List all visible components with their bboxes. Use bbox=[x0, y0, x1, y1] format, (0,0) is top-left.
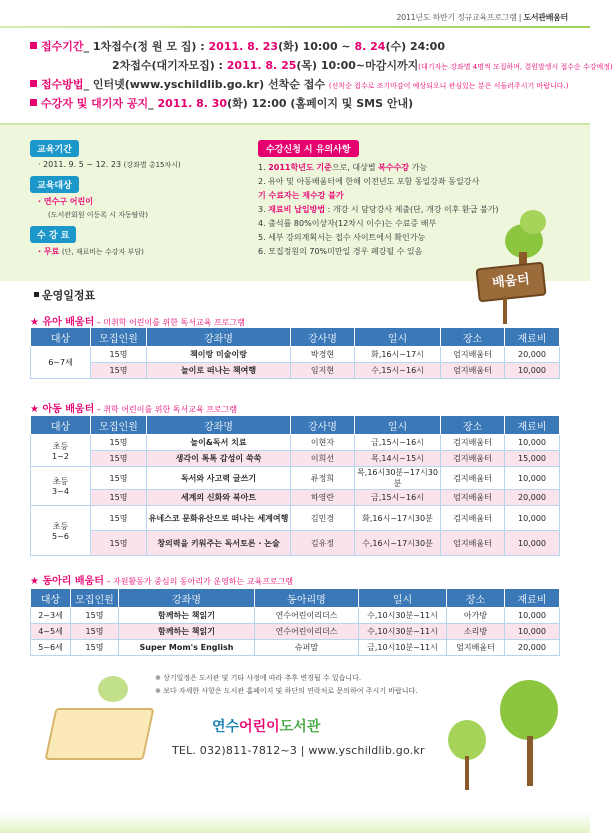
table-cell: 15명 bbox=[71, 640, 119, 656]
notice-label: 수강자 및 대기자 공지 bbox=[41, 97, 149, 110]
column-header: 강사명 bbox=[291, 416, 355, 435]
notice-num: 2. bbox=[258, 177, 269, 186]
table-cell: 수,10시30분~11시 bbox=[359, 608, 447, 624]
table-row bbox=[31, 435, 560, 451]
table-cell: 소리방 bbox=[447, 624, 505, 640]
reg-line-4 bbox=[30, 95, 575, 114]
club-title bbox=[30, 572, 293, 587]
period-note: (강좌별 총15차시) bbox=[123, 161, 181, 169]
column-header: 강좌명 bbox=[119, 589, 255, 608]
table-cell: 10,000 bbox=[505, 363, 560, 379]
table-cell: 수,15시~16시 bbox=[355, 363, 441, 379]
table-cell: 연수어린이리더스 bbox=[255, 624, 359, 640]
notice-num: 4. bbox=[258, 219, 269, 228]
table-cell: 엄지배움터 bbox=[447, 640, 505, 656]
ops-title bbox=[34, 287, 95, 303]
column-header: 대상 bbox=[31, 328, 91, 347]
note-line: ※ 상기일정은 도서관 및 기타 사정에 따라 추후 변경될 수 있습니다. bbox=[155, 674, 362, 682]
notice-text: 모집정원의 70%미만일 경우 폐강될 수 있음 bbox=[268, 247, 423, 256]
tree-icon bbox=[500, 680, 558, 740]
table-cell: 15,000 bbox=[505, 451, 560, 467]
column-header: 모집인원 bbox=[91, 328, 147, 347]
table-row bbox=[31, 451, 560, 467]
table-cell: 류정희 bbox=[291, 467, 355, 490]
table-cell: 10,000 bbox=[505, 467, 560, 490]
table-row bbox=[31, 467, 560, 490]
table-cell: 연수어린이리더스 bbox=[255, 608, 359, 624]
bottom-decoration bbox=[0, 812, 590, 833]
table-cell: 유네스코 문화유산으로 떠나는 세계여행 bbox=[147, 506, 291, 531]
footer bbox=[172, 716, 472, 757]
column-header: 장소 bbox=[447, 589, 505, 608]
table-cell: 15명 bbox=[91, 363, 147, 379]
column-header: 재료비 bbox=[505, 589, 560, 608]
table-cell: 20,000 bbox=[505, 347, 560, 363]
notice-prefix: _ bbox=[148, 97, 158, 110]
table-cell: 금,15시~16시 bbox=[355, 490, 441, 506]
notice-item bbox=[258, 203, 558, 217]
notice-text: 유아 및 아동배움터에 한해 이전년도 포함 동일강좌 동일강사 bbox=[268, 177, 480, 186]
contact-line: TEL. 032)811-7812~3 | www.yschildlib.go.kr bbox=[172, 744, 425, 757]
notice-tag: 수강신청 시 유의사항 bbox=[258, 140, 359, 157]
table-cell: 검지배움터 bbox=[441, 467, 505, 490]
table-cell: 박경현 bbox=[291, 347, 355, 363]
table-cell: 10,000 bbox=[505, 435, 560, 451]
tree-trunk bbox=[527, 736, 533, 786]
column-header: 모집인원 bbox=[91, 416, 147, 435]
table-cell: 검지배움터 bbox=[441, 435, 505, 451]
reg-tail2: (수) 24:00 bbox=[385, 40, 445, 53]
bullet-icon bbox=[30, 80, 37, 87]
group-cell: 초등 5~6 bbox=[31, 506, 91, 556]
table-cell: 15명 bbox=[71, 608, 119, 624]
fee-line bbox=[38, 246, 240, 257]
reg2-note: (대기자는 강좌별 4명씩 모집하며, 결원발생시 접수순 수강예정) bbox=[418, 63, 613, 71]
infant-header-row bbox=[31, 328, 560, 347]
reg2-date: 2011. 8. 25 bbox=[226, 59, 297, 72]
table-cell: 10,000 bbox=[505, 531, 560, 556]
column-header: 일시 bbox=[359, 589, 447, 608]
method-text: _ 인터넷(www.yschildlib.go.kr) 선착순 접수 bbox=[83, 78, 325, 91]
table-cell: 15명 bbox=[91, 435, 147, 451]
table-row bbox=[31, 531, 560, 556]
table-cell: 검지배움터 bbox=[441, 506, 505, 531]
table-cell: 수,10시30분~11시 bbox=[359, 624, 447, 640]
club-title-text: ★ 동아리 배움터 bbox=[30, 576, 104, 587]
info-left bbox=[30, 137, 240, 260]
column-header: 장소 bbox=[441, 328, 505, 347]
table-cell: 놀이로 떠나는 책여행 bbox=[147, 363, 291, 379]
reg-tail1: (화) 10:00 ~ bbox=[278, 40, 355, 53]
reg2-prefix: 2차접수(대기자모집) : bbox=[112, 59, 227, 72]
club-desc: – 자원활동가 중심의 동아리가 운영하는 교육프로그램 bbox=[103, 577, 294, 586]
column-header: 강좌명 bbox=[147, 328, 291, 347]
infant-table bbox=[30, 327, 560, 379]
table-cell: 이현자 bbox=[291, 435, 355, 451]
table-cell: 20,000 bbox=[505, 640, 560, 656]
notice-num: 1. bbox=[258, 163, 269, 172]
target-text: · 연수구 어린이 bbox=[38, 197, 93, 206]
column-header: 대상 bbox=[31, 589, 71, 608]
notice-item bbox=[258, 175, 558, 189]
column-header: 장소 bbox=[441, 416, 505, 435]
table-cell: 화,16시~17시30분 bbox=[355, 506, 441, 531]
notice-text: : 개강 시 담당강사 제출(단, 개강 이후 환급 불가) bbox=[325, 205, 499, 214]
reg2-tail: (목) 10:00~마감시까지 bbox=[296, 59, 419, 72]
header-text: 2011년도 하반기 정규교육프로그램 | 도서관배움터 bbox=[396, 13, 568, 22]
bush-icon bbox=[98, 676, 128, 702]
reg-line-2 bbox=[30, 57, 613, 76]
library-label: 도서관배움터 bbox=[523, 13, 568, 22]
notice-tail: (화) 12:00 (홈페이지 및 SMS 안내) bbox=[227, 97, 414, 110]
table-row bbox=[31, 363, 560, 379]
table-row bbox=[31, 640, 560, 656]
table-cell: 이희선 bbox=[291, 451, 355, 467]
table-cell: 창의력을 키워주는 독서토론 · 논술 bbox=[147, 531, 291, 556]
baeumteo-sign: 배움터 bbox=[475, 262, 546, 303]
table-cell: Super Mom's English bbox=[119, 640, 255, 656]
table-cell: 15명 bbox=[91, 451, 147, 467]
table-cell: 엄지배움터 bbox=[441, 531, 505, 556]
notes bbox=[155, 672, 417, 698]
table-cell: 10,000 bbox=[505, 506, 560, 531]
table-cell: 엄지배움터 bbox=[441, 490, 505, 506]
table-cell: 15명 bbox=[91, 490, 147, 506]
column-header: 강좌명 bbox=[147, 416, 291, 435]
period-tag: 교육기간 bbox=[30, 140, 79, 157]
notice-red: 복수수강 bbox=[378, 163, 410, 172]
notice-item bbox=[258, 161, 558, 175]
table-cell: 놀이&독서 치료 bbox=[147, 435, 291, 451]
logo-part: 어린이 bbox=[239, 719, 280, 735]
table-cell: 2~3세 bbox=[31, 608, 71, 624]
child-title bbox=[30, 400, 237, 415]
note-line: ※ 보다 자세한 사항은 도서관 홈페이지 및 하단의 연락처로 문의하여 주시기 바랍니다. bbox=[155, 687, 418, 695]
table-cell: 10,000 bbox=[505, 624, 560, 640]
fee-text: · 무료 bbox=[38, 247, 60, 256]
table-row bbox=[31, 347, 560, 363]
table-cell: 수,16시~17시30분 bbox=[355, 531, 441, 556]
infant-title-text: ★ 유아 배움터 bbox=[30, 317, 95, 328]
notice-num: 5. bbox=[258, 233, 269, 242]
library-logo bbox=[212, 716, 472, 736]
notice-text: 세부 강의계획서는 접수 사이트에서 확인가능 bbox=[268, 233, 426, 242]
notice-red: 재료비 납입방법 bbox=[268, 205, 326, 214]
column-header: 일시 bbox=[355, 328, 441, 347]
program-label: 2011년도 하반기 정규교육프로그램 bbox=[396, 13, 517, 22]
reg-date2: 8. 24 bbox=[354, 40, 386, 53]
table-cell: 20,000 bbox=[505, 490, 560, 506]
method-note: (선착순 접수로 조기마감이 예상되오니 관심있는 분은 서둘러주시기 바랍니다.) bbox=[328, 82, 569, 90]
table-cell: 15명 bbox=[91, 347, 147, 363]
infant-title bbox=[30, 313, 245, 328]
leaf-icon bbox=[520, 210, 546, 234]
child-desc: – 취학 어린이를 위한 독서교육 프로그램 bbox=[94, 405, 238, 414]
table-cell: 15명 bbox=[71, 624, 119, 640]
table-cell: 화,16시~17시 bbox=[355, 347, 441, 363]
column-header: 재료비 bbox=[505, 328, 560, 347]
open-book-image bbox=[44, 708, 154, 760]
ops-title-text: 운영일정표 bbox=[42, 289, 96, 302]
table-row bbox=[31, 490, 560, 506]
logo-part: 연수 bbox=[212, 719, 240, 735]
table-cell: 임지현 bbox=[291, 363, 355, 379]
notice-date: 2011. 8. 30 bbox=[157, 97, 228, 110]
table-cell: 생각이 톡톡 감성이 쑥쑥 bbox=[147, 451, 291, 467]
notice-item bbox=[258, 189, 558, 203]
table-cell: 5~6세 bbox=[31, 640, 71, 656]
header-divider bbox=[0, 26, 590, 28]
column-header: 대상 bbox=[31, 416, 91, 435]
bullet-icon bbox=[30, 42, 37, 49]
table-cell: 엄지배움터 bbox=[441, 347, 505, 363]
table-cell: 아가방 bbox=[447, 608, 505, 624]
column-header: 강사명 bbox=[291, 328, 355, 347]
table-cell: 김민경 bbox=[291, 506, 355, 531]
table-row bbox=[31, 608, 560, 624]
table-cell: 함께하는 책읽기 bbox=[119, 624, 255, 640]
child-title-text: ★ 아동 배움터 bbox=[30, 404, 95, 415]
group-cell: 초등 1~2 bbox=[31, 435, 91, 467]
table-cell: 하영란 bbox=[291, 490, 355, 506]
reg-prefix: _ 1차접수(정 원 모 집) : bbox=[83, 40, 209, 53]
table-cell: 4~5세 bbox=[31, 624, 71, 640]
reg-line-3 bbox=[30, 76, 575, 95]
table-cell: 엄지배움터 bbox=[441, 363, 505, 379]
table-cell: 15명 bbox=[91, 467, 147, 490]
notice-num: 6. bbox=[258, 247, 269, 256]
table-cell: 15명 bbox=[91, 506, 147, 531]
notice-num: 3. bbox=[258, 205, 269, 214]
square-bullet-icon bbox=[34, 292, 39, 297]
target-note: (도서관회원 이등록 시 자동탈락) bbox=[48, 211, 149, 219]
target-tag: 교육대상 bbox=[30, 176, 79, 193]
tree-trunk bbox=[465, 756, 469, 790]
reg-line-1 bbox=[30, 38, 575, 57]
info-box bbox=[0, 125, 590, 281]
logo-part: 도서관 bbox=[279, 719, 321, 735]
column-header: 재료비 bbox=[505, 416, 560, 435]
period-line bbox=[38, 160, 240, 170]
table-cell: 슈퍼맘 bbox=[255, 640, 359, 656]
sign-post bbox=[503, 296, 507, 324]
notice-text: 가능 bbox=[409, 163, 428, 172]
group-cell: 6~7세 bbox=[31, 347, 91, 379]
table-cell: 목,14시~15시 bbox=[355, 451, 441, 467]
bullet-icon bbox=[30, 99, 37, 106]
method-label: 접수방법 bbox=[41, 78, 84, 91]
top-header bbox=[0, 0, 590, 32]
table-cell: 목,16시30분~17시30분 bbox=[355, 467, 441, 490]
reg-label: 접수기간 bbox=[41, 40, 84, 53]
notice-text: 출석률 80%이상자(12차시 이수)는 수료증 배부 bbox=[268, 219, 437, 228]
infant-desc: – 미취학 어린이를 위한 독서교육 프로그램 bbox=[94, 318, 245, 327]
table-cell: 김유정 bbox=[291, 531, 355, 556]
table-row bbox=[31, 624, 560, 640]
fee-note: (단, 재료비는 수강자 부담) bbox=[61, 248, 144, 256]
table-cell: 책이랑 미술이랑 bbox=[147, 347, 291, 363]
notice-red: 2011학년도 기준 bbox=[268, 163, 332, 172]
table-row bbox=[31, 506, 560, 531]
table-cell: 검지배움터 bbox=[441, 451, 505, 467]
notice-red: 기 수료자는 재수강 불가 bbox=[258, 191, 344, 200]
column-header: 모집인원 bbox=[71, 589, 119, 608]
column-header: 동아리명 bbox=[255, 589, 359, 608]
fee-tag: 수 강 료 bbox=[30, 226, 76, 243]
table-cell: 금,10시10분~11시 bbox=[359, 640, 447, 656]
group-cell: 초등 3~4 bbox=[31, 467, 91, 506]
table-cell: 함께하는 책읽기 bbox=[119, 608, 255, 624]
reg-date1: 2011. 8. 23 bbox=[208, 40, 279, 53]
table-cell: 금,15시~16시 bbox=[355, 435, 441, 451]
table-cell: 독서와 사고력 글쓰기 bbox=[147, 467, 291, 490]
table-cell: 10,000 bbox=[505, 608, 560, 624]
club-header-row bbox=[31, 589, 560, 608]
column-header: 일시 bbox=[355, 416, 441, 435]
period-text: · 2011. 9. 5 ~ 12. 23 bbox=[38, 160, 122, 169]
club-table bbox=[30, 588, 560, 656]
registration-schedule bbox=[30, 38, 613, 114]
notice-text: 으로, 대상별 bbox=[331, 163, 379, 172]
child-header-row bbox=[31, 416, 560, 435]
table-cell: 15명 bbox=[91, 531, 147, 556]
child-table bbox=[30, 415, 560, 556]
table-cell: 세계의 신화와 북아트 bbox=[147, 490, 291, 506]
